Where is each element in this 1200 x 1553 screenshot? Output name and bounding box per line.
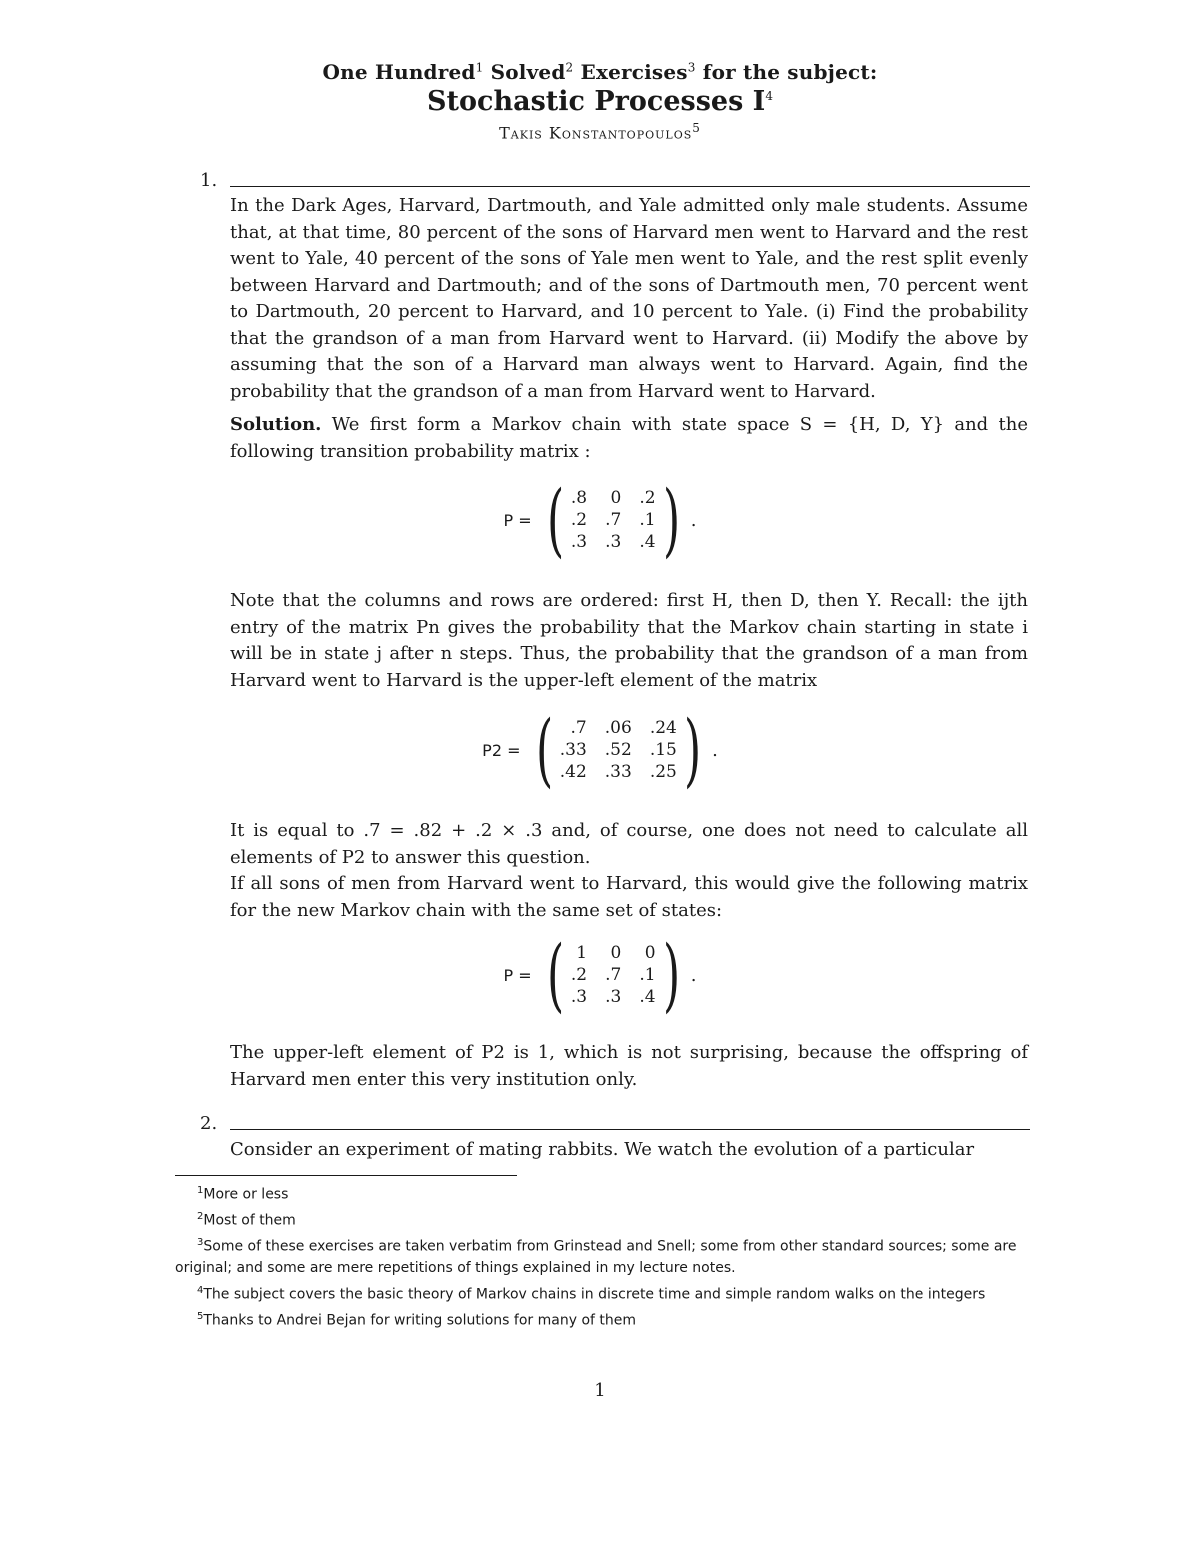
- left-paren: (: [535, 703, 553, 796]
- matrix-label: P =: [503, 510, 532, 530]
- exercise-2-problem: [230, 1137, 1028, 1164]
- paragraph-text: Note that the columns and rows are ordered: first H, then D, then Y. Recall: the ijth entry of the matrix Pn gives the probability that the Markov chain starting in state i will be in state j after n steps. Thus, the probability that the grandson of a man from Harvard went to Harvard is the upper-left element of the matrix: [230, 590, 1028, 691]
- paragraph-text: If all sons of men from Harvard went to Harvard, this would give the following matrix for the new Markov chain with the same set of states:: [230, 873, 1028, 921]
- matrix-label: P2 =: [482, 740, 521, 760]
- matrix-cell: .3: [605, 532, 622, 552]
- matrix-cell: .4: [639, 532, 656, 552]
- solution-label: Solution.: [230, 414, 322, 435]
- left-paren: (: [546, 928, 564, 1021]
- exercise-1-solution-intro: [230, 412, 1028, 465]
- paragraph-text: The upper-left element of P2 is 1, which is not surprising, because the offspring of Harvard men enter this very institution only.: [230, 1042, 1028, 1090]
- exercise-number: 2.: [200, 1113, 218, 1134]
- matrix-cell: .24: [649, 718, 677, 738]
- footnote-2: $^2$Most of them: [197, 1211, 296, 1229]
- document-subtitle: Stochastic Processes $I^4$: [427, 86, 773, 117]
- matrix-cell: .7: [605, 965, 622, 985]
- footnotes: [175, 1180, 1031, 1332]
- matrix-cell: .7: [605, 510, 622, 530]
- matrix-cell: .1: [639, 965, 656, 985]
- document-title: One Hundred$^1$ Solved$^2$ Exercises$^3$ for the subject:: [322, 60, 878, 84]
- right-paren: ): [662, 928, 680, 1021]
- right-paren: ): [662, 473, 680, 566]
- matrix-cell: .15: [649, 740, 677, 760]
- footnote-1: $^1$More or less: [197, 1185, 289, 1203]
- exercise-1-paragraph-2: [230, 588, 1028, 694]
- matrix-label: P =: [503, 965, 532, 985]
- exercise-divider: [230, 1129, 1030, 1130]
- exercise-1-paragraph-5: [230, 1040, 1028, 1093]
- paragraph-text: It is equal to .7 = .82 + .2 × .3 and, of course, one does not need to calculate all elements of P2 to answer this question.: [230, 820, 1028, 868]
- exercise-1-header: [200, 170, 1030, 194]
- matrix-cell: .06: [604, 718, 632, 738]
- matrix-cell: .4: [639, 987, 656, 1007]
- matrix-cell: 0: [610, 943, 622, 963]
- exercise-2-header: [200, 1113, 1030, 1137]
- matrix-cell: .52: [604, 740, 632, 760]
- matrix-grid: [571, 943, 656, 1007]
- matrix-cell: .42: [559, 762, 587, 782]
- matrix-cell: .3: [570, 987, 588, 1007]
- matrix-cell: .25: [649, 762, 677, 782]
- problem-text: In the Dark Ages, Harvard, Dartmouth, and Yale admitted only male students. Assume that, at that time, 80 percent of the sons of Harvard men went to Harvard and the rest went to Yale, 40 percent of the sons of Yale men went to Yale, and the rest split evenly between Harvard and Dartmouth; and of the sons of Dartmouth men, 70 percent went to Dartmouth, 20 percent to Harvard, and 10 percent to Yale. (i) Find the probability that the grandson of a man from Harvard went to Harvard. (ii) Modify the above by assuming that the son of a Harvard man always went to Harvard. Again, find the probability that the grandson of a man from Harvard went to Harvard.: [230, 195, 1028, 402]
- matrix-cell: .2: [570, 965, 588, 985]
- exercise-divider: [230, 186, 1030, 187]
- exercise-1-paragraph-3: [230, 818, 1028, 924]
- left-paren: (: [546, 473, 564, 566]
- footnote-rule: [175, 1175, 517, 1176]
- matrix-cell: 0: [644, 943, 656, 963]
- right-paren: ): [683, 703, 702, 796]
- matrix-p-modified: P = ( 1 0 0 .2 .7 .1 .3 .3 .4 ) .: [503, 928, 697, 1021]
- author: Takis Konstantopoulos$^5$: [499, 121, 701, 143]
- matrix-grid: [560, 718, 677, 782]
- matrix-cell: .2: [570, 510, 588, 530]
- matrix-cell: 1: [576, 943, 588, 963]
- matrix-grid: [571, 488, 656, 552]
- matrix-cell: .2: [639, 488, 656, 508]
- matrix-cell: .33: [604, 762, 632, 782]
- solution-intro-text: We first form a Markov chain with state space S = {H, D, Y} and the following transition probability matrix :: [230, 414, 1028, 462]
- exercise-number: 1.: [200, 170, 218, 191]
- matrix-cell: .3: [605, 987, 622, 1007]
- title-block: [0, 60, 1200, 142]
- matrix-cell: .8: [570, 488, 588, 508]
- footnote-3: $^3$Some of these exercises are taken verbatim from Grinstead and Snell; some from other standard sources; some are original; and some are mere repetitions of things explained in my lecture notes.: [175, 1237, 1017, 1277]
- footnote-4: $^4$The subject covers the basic theory of Markov chains in discrete time and simple random walks on the integers: [197, 1284, 986, 1303]
- matrix-p: P = ( .8 0 .2 .2 .7 .1 .3 .3 .4 ) .: [503, 473, 697, 566]
- problem-text: Consider an experiment of mating rabbits. We watch the evolution of a particular: [230, 1139, 975, 1160]
- footnote-5: $^5$Thanks to Andrei Bejan for writing solutions for many of them: [197, 1311, 637, 1329]
- matrix-cell: .33: [559, 740, 587, 760]
- page-number: 1: [594, 1380, 606, 1401]
- matrix-cell: .1: [639, 510, 656, 530]
- matrix-cell: .3: [570, 532, 588, 552]
- exercise-1-problem: [230, 193, 1028, 405]
- matrix-p-squared: P2 = ( .7 .06 .24 .33 .52 .15 .42 .33 .25 ) .: [482, 703, 718, 796]
- matrix-cell: 0: [610, 488, 622, 508]
- matrix-cell: .7: [570, 718, 587, 738]
